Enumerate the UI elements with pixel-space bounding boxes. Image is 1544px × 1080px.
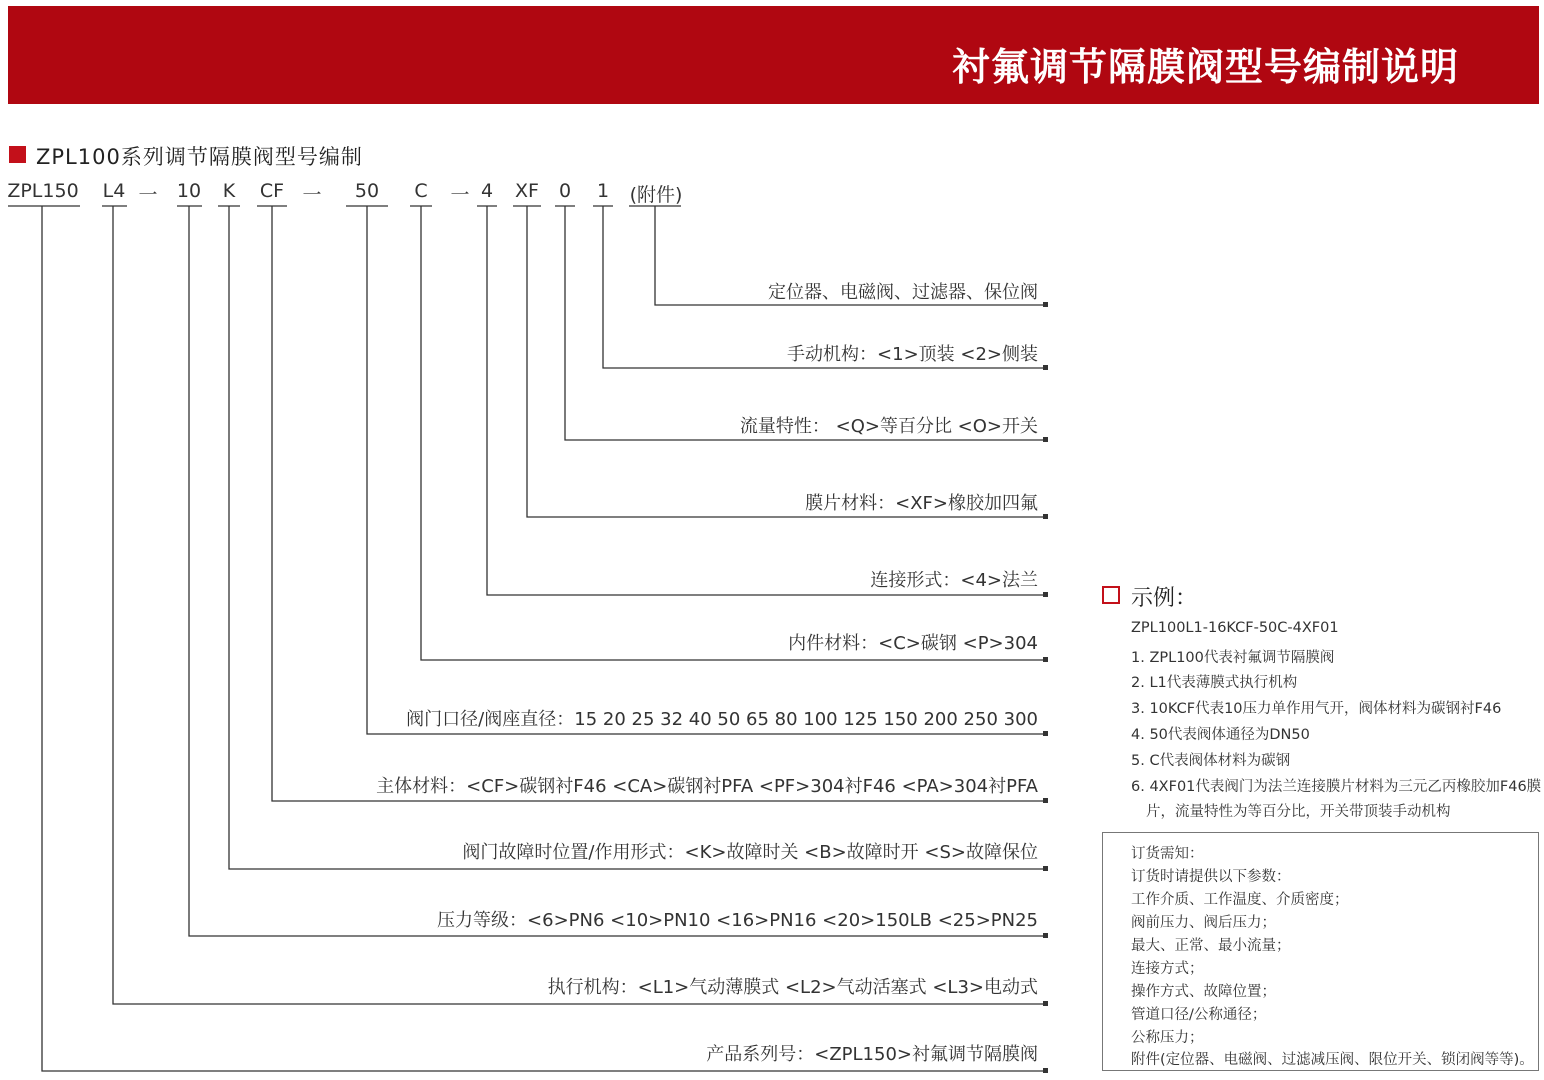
desc-trim-material: 内件材料：<C>碳钢 <P>304 [788, 633, 1038, 654]
example-item: 2. L1代表薄膜式执行机构 [1131, 675, 1298, 691]
desc-actuator: 执行机构：<L1>气动薄膜式 <L2>气动活塞式 <L3>电动式 [547, 977, 1038, 998]
order-note-line: 管道口径/公称通径； [1131, 1007, 1267, 1023]
example-item: 3. 10KCF代表10压力单作用气开，阀体材料为碳钢衬F46 [1131, 701, 1502, 717]
desc-body-material: 主体材料：<CF>碳钢衬F46 <CA>碳钢衬PFA <PF>304衬F46 <PA>304衬PFA [376, 776, 1038, 797]
desc-diameter: 阀门口径/阀座直径：15 20 25 32 40 50 65 80 100 125 150 200 250 300 [406, 709, 1038, 730]
code-trim-material: C [414, 180, 428, 202]
order-note-line: 阀前压力、阀后压力； [1131, 915, 1276, 931]
code-dash-2: 一 [302, 184, 322, 206]
order-note-line: 操作方式、故障位置； [1131, 984, 1276, 1000]
code-accessory: (附件) [629, 184, 683, 206]
example-item: 片，流量特性为等百分比，开关带顶装手动机构 [1146, 804, 1451, 820]
page-title: 衬氟调节隔膜阀型号编制说明 [951, 45, 1459, 89]
desc-fail-position: 阀门故障时位置/作用形式：<K>故障时关 <B>故障时开 <S>故障保位 [462, 842, 1038, 863]
code-dash-1: 一 [138, 184, 158, 206]
order-note-line: 附件(定位器、电磁阀、过滤减压阀、限位开关、锁闭阀等等)。 [1131, 1052, 1534, 1068]
code-fail-position: K [222, 180, 236, 202]
code-actuator: L4 [102, 180, 126, 202]
code-dash-3: 一 [450, 184, 470, 206]
order-note-line: 订货需知： [1131, 846, 1204, 862]
example-item: 6. 4XF01代表阀门为法兰连接膜片材料为三元乙丙橡胶加F46膜 [1131, 779, 1542, 795]
code-diameter: 50 [354, 180, 380, 202]
example-title: 示例： [1131, 586, 1198, 611]
desc-manual: 手动机构：<1>顶装 <2>侧装 [787, 344, 1038, 365]
desc-diaphragm: 膜片材料：<XF>橡胶加四氟 [805, 493, 1038, 514]
example-item: 1. ZPL100代表衬氟调节隔膜阀 [1131, 650, 1335, 666]
example-model: ZPL100L1-16KCF-50C-4XF01 [1131, 620, 1339, 636]
example-bullet-icon [1102, 586, 1120, 604]
order-note-line: 最大、正常、最小流量； [1131, 938, 1291, 954]
desc-connection: 连接形式：<4>法兰 [870, 570, 1038, 591]
code-series: ZPL150 [7, 180, 79, 202]
order-note-line: 公称压力； [1131, 1030, 1204, 1046]
example-item: 4. 50代表阀体通径为DN50 [1131, 727, 1310, 743]
order-note-line: 连接方式； [1131, 961, 1204, 977]
desc-series: 产品系列号：<ZPL150>衬氟调节隔膜阀 [706, 1044, 1038, 1065]
section-title: ZPL100系列调节隔膜阀型号编制 [36, 145, 363, 169]
code-pressure: 10 [176, 180, 202, 202]
desc-flow-char: 流量特性： <Q>等百分比 <O>开关 [739, 416, 1038, 437]
code-body-material: CF [259, 180, 285, 202]
desc-accessory: 定位器、电磁阀、过滤器、保位阀 [768, 282, 1038, 303]
example-item: 5. C代表阀体材料为碳钢 [1131, 753, 1291, 769]
order-note-line: 工作介质、工作温度、介质密度； [1131, 892, 1349, 908]
code-diaphragm: XF [515, 180, 539, 202]
order-note-line: 订货时请提供以下参数： [1131, 869, 1291, 885]
code-flow-char: 0 [558, 180, 572, 202]
code-connection: 4 [480, 180, 494, 202]
desc-pressure: 压力等级：<6>PN6 <10>PN10 <16>PN16 <20>150LB <25>PN25 [437, 910, 1038, 931]
code-manual: 1 [596, 180, 610, 202]
